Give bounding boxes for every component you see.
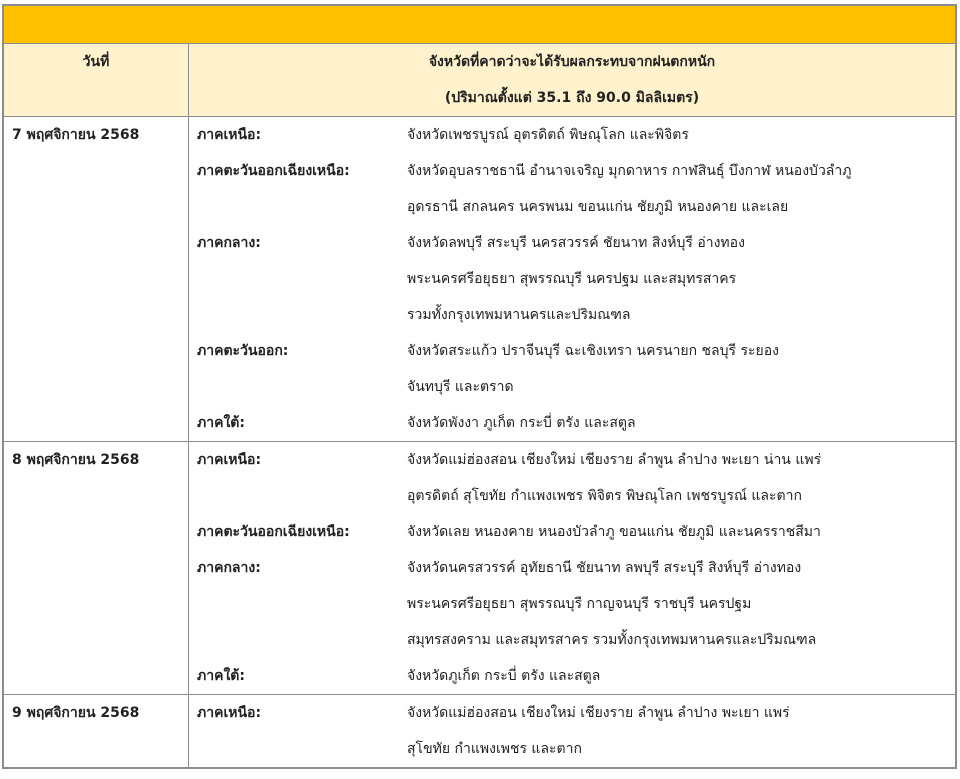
title-band	[3, 5, 956, 44]
province-line: จังหวัดแม่ฮ่องสอน เชียงใหม่ เชียงราย ลำพูน ลำปาง พะเยา แพร่	[407, 705, 790, 721]
province-line: อุตรดิตถ์ สุโขทัย กำแพงเพชร พิจิตร พิษณุโลก เพชรบูรณ์ และตาก	[407, 488, 802, 504]
region-label: ภาคตะวันออก:	[197, 343, 289, 359]
region-label: ภาคเหนือ:	[197, 452, 262, 468]
region-entry	[189, 514, 955, 550]
date-cell: 9 พฤศจิกายน 2568	[3, 695, 189, 769]
header-row	[3, 44, 956, 117]
date-cell: 7 พฤศจิกายน 2568	[3, 117, 189, 442]
region-label: ภาคตะวันออกเฉียงเหนือ:	[197, 163, 350, 179]
province-line: สุโขทัย กำแพงเพชร และตาก	[407, 741, 582, 757]
province-line: จังหวัดนครสวรรค์ อุทัยธานี ชัยนาท ลพบุรี สระบุรี สิงห์บุรี อ่างทอง	[407, 560, 802, 576]
province-list	[407, 550, 816, 658]
region-entry	[189, 117, 955, 153]
province-line: รวมทั้งกรุงเทพมหานครและปริมณฑล	[407, 307, 631, 323]
region-entry	[189, 405, 955, 441]
province-list	[407, 117, 689, 153]
province-line: จังหวัดเพชรบูรณ์ อุตรดิตถ์ พิษณุโลก และพิจิตร	[407, 127, 689, 143]
region-entry	[189, 695, 955, 767]
province-list	[407, 333, 779, 405]
province-line: จังหวัดเลย หนองคาย หนองบัวลำภู ขอนแก่น ชัยภูมิ และนครราชสีมา	[407, 524, 821, 540]
region-entry	[189, 153, 955, 225]
region-label: ภาคกลาง:	[197, 235, 261, 251]
heavy-rain-forecast-table	[2, 4, 957, 769]
province-line: พระนครศรีอยุธยา สุพรรณบุรี นครปฐม และสมุทรสาคร	[407, 271, 737, 287]
region-label: ภาคกลาง:	[197, 560, 261, 576]
province-line: พระนครศรีอยุธยา สุพรรณบุรี กาญจนบุรี ราชบุรี นครปฐม	[407, 596, 752, 612]
provinces-cell	[189, 442, 957, 695]
region-entry	[189, 442, 955, 514]
provinces-cell	[189, 117, 957, 442]
date-cell: 8 พฤศจิกายน 2568	[3, 442, 189, 695]
header-date: วันที่	[3, 44, 189, 117]
province-list	[407, 405, 636, 441]
region-entry	[189, 550, 955, 658]
province-list	[407, 695, 790, 767]
region-label: ภาคใต้:	[197, 415, 245, 431]
province-line: จังหวัดลพบุรี สระบุรี นครสวรรค์ ชัยนาท สิงห์บุรี อ่างทอง	[407, 235, 745, 251]
region-entry	[189, 225, 955, 333]
province-line: จันทบุรี และตราด	[407, 379, 514, 395]
province-line: จังหวัดพังงา ภูเก็ต กระบี่ ตรัง และสตูล	[407, 415, 636, 431]
table-row	[3, 442, 956, 695]
region-label: ภาคเหนือ:	[197, 127, 262, 143]
header-provinces-subtitle: (ปริมาณตั้งแต่ 35.1 ถึง 90.0 มิลลิเมตร)	[444, 90, 700, 106]
region-entry	[189, 658, 955, 694]
header-provinces	[189, 44, 957, 117]
region-entry	[189, 333, 955, 405]
region-label: ภาคเหนือ:	[197, 705, 262, 721]
province-line: จังหวัดภูเก็ต กระบี่ ตรัง และสตูล	[407, 668, 601, 684]
region-label: ภาคตะวันออกเฉียงเหนือ:	[197, 524, 350, 540]
province-line: สมุทรสงคราม และสมุทรสาคร รวมทั้งกรุงเทพมหานครและปริมณฑล	[407, 632, 817, 648]
table-row	[3, 695, 956, 769]
province-list	[407, 658, 600, 694]
provinces-cell	[189, 695, 957, 769]
province-list	[407, 153, 851, 225]
province-list	[407, 225, 745, 333]
province-list	[407, 514, 821, 550]
province-line: อุดรธานี สกลนคร นครพนม ขอนแก่น ชัยภูมิ หนองคาย และเลย	[407, 199, 789, 215]
table-row	[3, 117, 956, 442]
region-label: ภาคใต้:	[197, 668, 245, 684]
province-line: จังหวัดแม่ฮ่องสอน เชียงใหม่ เชียงราย ลำพูน ลำปาง พะเยา น่าน แพร่	[407, 452, 822, 468]
header-provinces-title: จังหวัดที่คาดว่าจะได้รับผลกระทบจากฝนตกหนัก	[428, 54, 716, 70]
province-line: จังหวัดอุบลราชธานี อำนาจเจริญ มุกดาหาร กาฬสินธุ์ บึงกาฬ หนองบัวลำภู	[407, 163, 852, 179]
province-line: จังหวัดสระแก้ว ปราจีนบุรี ฉะเชิงเทรา นครนายก ชลบุรี ระยอง	[407, 343, 779, 359]
province-list	[407, 442, 821, 514]
